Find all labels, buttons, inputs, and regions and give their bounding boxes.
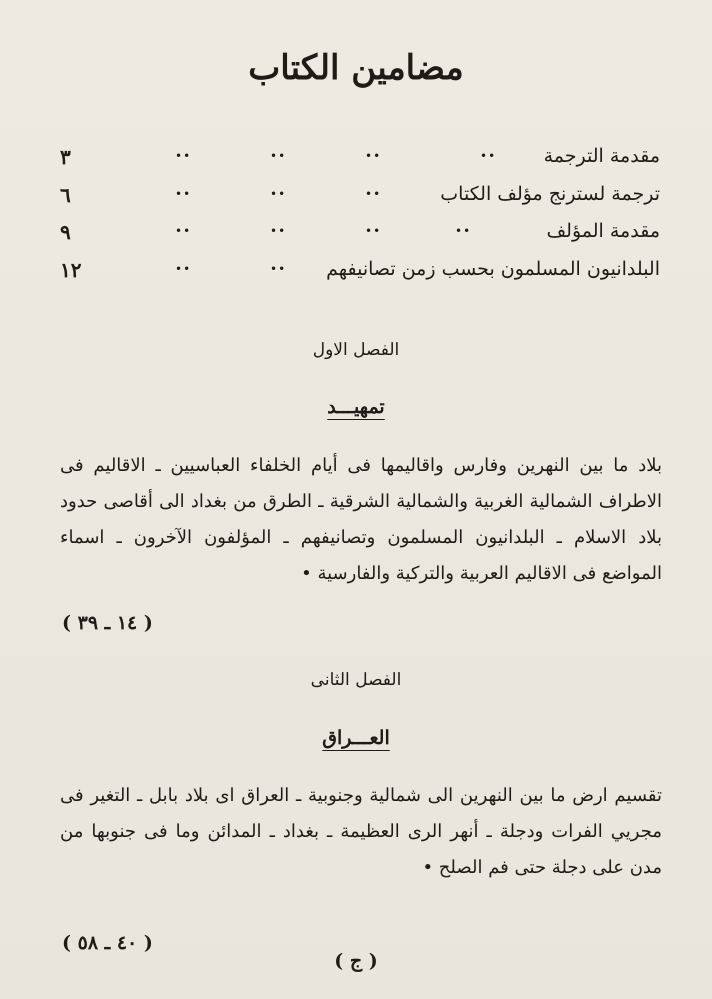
toc-row [60,258,660,288]
toc-page-number: ٦ [60,183,71,207]
toc-row [60,183,660,213]
page-footer-letter: ( ج ) [334,950,378,972]
toc-leader: •• [175,187,192,201]
toc-leader: •• [480,149,497,163]
chapter-page-range: ( ٤٠ ـ ٥٨ ) [62,932,153,954]
toc-row [60,145,660,175]
toc-leader: •• [455,224,472,238]
chapter-heading: الفصل الثانى [310,670,402,690]
toc-page-number: ١٢ [60,258,82,282]
toc-entry: مقدمة الترجمة [543,145,660,167]
chapter-subheading: العـــراق [322,727,390,749]
toc-row [60,220,660,250]
chapter-summary: تقسيم ارض ما بين النهرين الى شمالية وجنوبية ـ العراق اى بلاد بابل ـ التغير فى مجريي الفرات ودجلة ـ أنهر الرى العظيمة ـ بغداد ـ المدائن وما فى جنوبها من مدن على دجلة حتى فم الصلح • [60,785,662,878]
toc-entry: البلدانيون المسلمون بحسب زمن تصانيفهم [326,258,660,280]
toc-leader: •• [365,187,382,201]
toc-leader: •• [270,224,287,238]
toc-leader: •• [365,149,382,163]
toc-page-number: ٩ [60,220,71,244]
chapter-heading: الفصل الاول [312,340,400,360]
toc-leader: •• [270,262,287,276]
toc-entry: ترجمة لسترنج مؤلف الكتاب [440,183,660,205]
toc-page-number: ٣ [60,145,71,169]
toc-leader: •• [175,224,192,238]
chapter-subheading: تمهيـــد [327,396,385,418]
toc-entry: مقدمة المؤلف [546,220,660,242]
toc-leader: •• [270,187,287,201]
chapter-summary: بلاد ما بين النهرين وفارس واقاليمها فى أيام الخلفاء العباسيين ـ الاقاليم فى الاطراف الشمالية الغربية والشمالية الشرقية ـ الطرق من بغداد الى أقاصى حدود بلاد الاسلام ـ البلدانيون المسلمون وتصانيفهم ـ المؤلفون الآخرون ـ اسماء المواضع فى الاقاليم العربية والتركية والفارسية • [60,455,662,584]
toc-leader: •• [175,149,192,163]
toc-leader: •• [365,224,382,238]
toc-leader: •• [270,149,287,163]
page-title: مضامين الكتاب [248,48,464,88]
toc-leader: •• [175,262,192,276]
chapter-page-range: ( ١٤ ـ ٣٩ ) [62,612,153,634]
